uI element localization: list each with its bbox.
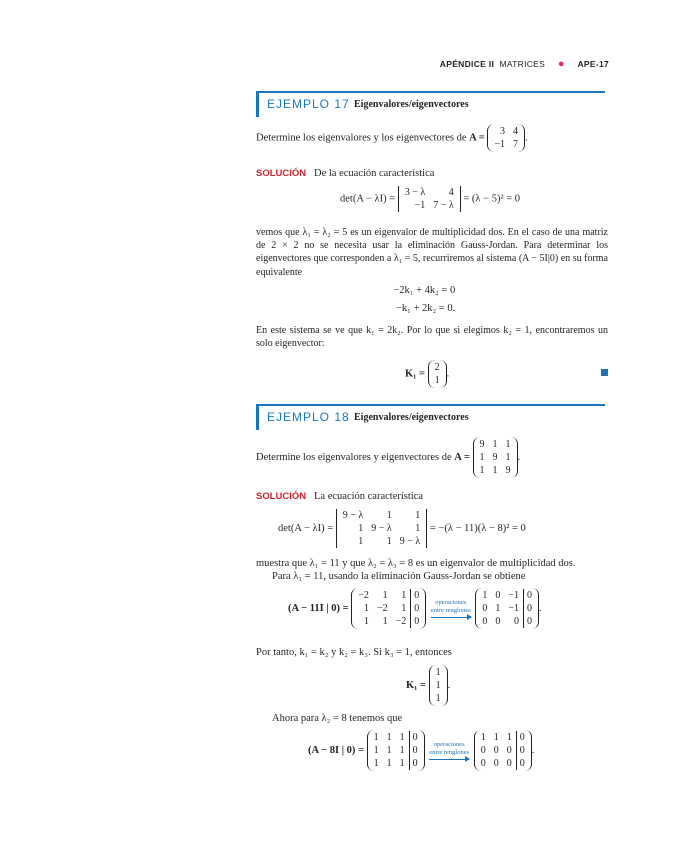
matrix-cell: 0 bbox=[493, 745, 499, 756]
matrix-cell: 1 bbox=[386, 758, 392, 769]
ex18-solution-label: SOLUCIÓN bbox=[256, 491, 307, 502]
matrix-cell: 1 bbox=[415, 523, 421, 534]
matrix-row bbox=[401, 199, 458, 212]
ex18-solution-text: La ecuación característica bbox=[314, 491, 424, 502]
matrix-cell: 0 bbox=[524, 615, 537, 628]
matrix-cell: −1 bbox=[508, 590, 519, 601]
ex17-paragraph-2: En este sistema se ve que k₁ = 2k₂. Por lo que si elegimos k₂ = 1, encontraremos un solo eigenvector: bbox=[256, 325, 608, 350]
matrix-cell: 0 bbox=[516, 744, 529, 757]
ops-label-1b: operaciones bbox=[433, 741, 465, 748]
matrix-cell: 0 bbox=[409, 731, 422, 744]
matrix-cell: 1 bbox=[482, 590, 488, 601]
header-topic: MATRICES bbox=[499, 59, 546, 69]
matrix-cell: 9 bbox=[505, 465, 511, 476]
matrix-row bbox=[476, 438, 515, 451]
matrix-row bbox=[431, 361, 444, 374]
matrix-row bbox=[478, 589, 536, 602]
ex18-aug2-matrix bbox=[367, 730, 425, 771]
ex18-statement-text: Determine los eigenvalores y eigenvectores de bbox=[256, 451, 452, 463]
matrix-cell: 1 bbox=[382, 616, 388, 627]
matrix-row bbox=[490, 125, 522, 138]
matrix-row bbox=[476, 451, 515, 464]
matrix-row bbox=[354, 615, 423, 628]
ex17-solution-text: De la ecuación característica bbox=[314, 168, 435, 179]
matrix-cell: −1 bbox=[414, 200, 426, 211]
matrix-cell: 1 bbox=[435, 693, 441, 704]
end-of-example-marker bbox=[601, 369, 608, 376]
matrix-cell: 0 bbox=[482, 603, 488, 614]
matrix-row bbox=[401, 186, 458, 199]
ex17-K-label: K₁ = bbox=[405, 368, 425, 380]
ex17-statement-text: Determine los eigenvalores y los eigenvectores de bbox=[256, 132, 467, 144]
matrix-cell: 1 bbox=[495, 603, 501, 614]
matrix-cell: 1 bbox=[399, 745, 405, 756]
ex18-statement: Determine los eigenvalores y eigenvectores de A = 9 1 1 1 9 1 1 1 9 . bbox=[256, 439, 521, 476]
matrix-cell: 0 bbox=[506, 758, 512, 769]
ex17-solution-label: SOLUCIÓN bbox=[256, 168, 307, 179]
matrix-cell: −2 bbox=[358, 590, 369, 601]
matrix-cell: 0 bbox=[493, 758, 499, 769]
matrix-row bbox=[478, 602, 536, 615]
matrix-row bbox=[432, 692, 445, 705]
matrix-cell: 1 bbox=[401, 603, 407, 614]
ex18-reduced2-matrix bbox=[474, 730, 532, 771]
matrix-cell: 9 − λ bbox=[342, 510, 364, 521]
matrix-row bbox=[370, 744, 422, 757]
matrix-cell: 4 bbox=[448, 187, 454, 198]
matrix-cell: 1 bbox=[493, 732, 499, 743]
matrix-cell: 0 bbox=[516, 731, 529, 744]
matrix-cell: 1 bbox=[363, 616, 369, 627]
matrix-cell: 1 bbox=[386, 745, 392, 756]
ex18-gauss-jordan-2: (A − 8I | 0) = 1 1 1 0 1 1 1 0 1 1 1 0 operaciones entre renglones 1 1 1 0 0 0 0 0 0 0 0 0 . bbox=[308, 732, 535, 769]
matrix-cell: 0 bbox=[480, 758, 486, 769]
example-18-tag: EJEMPLO 18 bbox=[267, 410, 350, 424]
ex18-solution-line bbox=[256, 491, 423, 502]
ex17-eq2: −k₁ + 2k₂ = 0. bbox=[396, 303, 456, 314]
example-17-tag: EJEMPLO 17 bbox=[267, 97, 350, 111]
right-arrow-icon bbox=[429, 759, 469, 760]
matrix-row bbox=[477, 731, 529, 744]
matrix-cell: 1 bbox=[401, 590, 407, 601]
matrix-row bbox=[370, 757, 422, 770]
matrix-cell: 9 − λ bbox=[371, 523, 392, 534]
matrix-cell: 1 bbox=[435, 667, 441, 678]
ops-label-2b: entre renglones bbox=[429, 749, 470, 756]
matrix-cell: 0 bbox=[411, 589, 424, 602]
example-17-header bbox=[256, 91, 605, 117]
matrix-cell: 3 bbox=[500, 126, 506, 137]
ex17-matrix-A bbox=[487, 124, 525, 152]
ex18-det-lhs: det(A − λI) = bbox=[278, 522, 334, 534]
ex18-K-label: K₁ = bbox=[406, 679, 426, 691]
matrix-cell: 0 bbox=[482, 616, 488, 627]
ex17-det-lhs: det(A − λI) = bbox=[340, 193, 396, 205]
matrix-cell: 0 bbox=[524, 589, 537, 602]
matrix-cell: 3 − λ bbox=[404, 187, 426, 198]
matrix-cell: 1 bbox=[435, 680, 441, 691]
matrix-cell: 1 bbox=[479, 465, 485, 476]
ex17-K-vector bbox=[428, 360, 447, 388]
matrix-cell: 1 bbox=[505, 439, 511, 450]
ex17-determinant bbox=[340, 186, 520, 212]
ex18-aug1-matrix bbox=[351, 588, 426, 629]
ex18-matrix-A bbox=[473, 437, 518, 478]
matrix-cell: 0 bbox=[506, 745, 512, 756]
matrix-cell: 2 bbox=[434, 362, 440, 373]
matrix-cell: −2 bbox=[395, 616, 407, 627]
ex18-det-matrix bbox=[336, 509, 428, 548]
matrix-cell: 1 bbox=[386, 536, 392, 547]
matrix-cell: 1 bbox=[506, 732, 512, 743]
matrix-cell: 0 bbox=[409, 744, 422, 757]
page-number: APE-17 bbox=[577, 59, 609, 69]
matrix-row bbox=[370, 731, 422, 744]
matrix-row bbox=[339, 509, 425, 522]
matrix-cell: 1 bbox=[373, 745, 379, 756]
ex18-determinant bbox=[278, 509, 526, 548]
matrix-row bbox=[354, 589, 423, 602]
ops-label-1: operaciones bbox=[435, 599, 467, 606]
ex18-eigenvector: K₁ = 1 1 1 . bbox=[406, 667, 451, 704]
ex17-eigenvector: K₁ = 2 1 . bbox=[405, 362, 450, 386]
matrix-cell: 0 bbox=[495, 590, 501, 601]
matrix-row bbox=[339, 535, 425, 548]
matrix-cell: 1 bbox=[480, 732, 486, 743]
ex18-K-vector bbox=[429, 665, 448, 706]
ex18-gauss-jordan-1: (A − 11I | 0) = −2 1 1 0 1 −2 1 0 1 1 −2 0 operaciones entre renglones 1 0 −1 0 0 1 −1 0 0 0 0 0 . bbox=[288, 590, 542, 627]
matrix-row bbox=[477, 757, 529, 770]
row-operations-arrow bbox=[431, 599, 471, 618]
ex18-paragraph-1: muestra que λ₁ = 11 y que λ₂ = λ₃ = 8 es un eigenvalor de multiplicidad dos. bbox=[256, 558, 576, 569]
matrix-cell: 1 bbox=[386, 732, 392, 743]
ex17-system bbox=[390, 282, 455, 318]
matrix-cell: 1 bbox=[386, 510, 392, 521]
matrix-row bbox=[432, 666, 445, 679]
matrix-cell: 0 bbox=[495, 616, 501, 627]
matrix-row bbox=[354, 602, 423, 615]
matrix-cell: 1 bbox=[434, 375, 440, 386]
matrix-cell: 1 bbox=[399, 732, 405, 743]
matrix-cell: 1 bbox=[479, 452, 485, 463]
matrix-cell: 1 bbox=[382, 590, 388, 601]
ex17-det-matrix bbox=[398, 186, 461, 212]
matrix-cell: 1 bbox=[415, 510, 421, 521]
matrix-cell: 7 − λ bbox=[433, 200, 454, 211]
ex17-eq1: −2k₁ + 4k₂ = 0 bbox=[393, 285, 456, 296]
matrix-row bbox=[339, 522, 425, 535]
matrix-cell: 1 bbox=[373, 732, 379, 743]
matrix-cell: 1 bbox=[358, 523, 364, 534]
right-arrow-icon bbox=[431, 617, 471, 618]
ex18-det-rhs: = −(λ − 11)(λ − 8)² = 0 bbox=[429, 522, 526, 534]
matrix-cell: 0 bbox=[411, 602, 424, 615]
matrix-cell: 9 bbox=[479, 439, 485, 450]
bullet-icon: ● bbox=[557, 58, 565, 70]
matrix-cell: 0 bbox=[411, 615, 424, 628]
ops-label-2: entre renglones bbox=[430, 607, 471, 614]
matrix-cell: 1 bbox=[363, 603, 369, 614]
example-18-header bbox=[256, 404, 605, 430]
matrix-row bbox=[431, 374, 444, 387]
matrix-cell: 0 bbox=[516, 757, 529, 770]
matrix-cell: 1 bbox=[399, 758, 405, 769]
matrix-cell: −1 bbox=[508, 603, 519, 614]
matrix-cell: 9 bbox=[492, 452, 498, 463]
example-17-title: Eigenvalores/eigenvectores bbox=[354, 99, 469, 110]
matrix-cell: 4 bbox=[513, 126, 519, 137]
matrix-cell: 1 bbox=[505, 452, 511, 463]
ex17-paragraph-1: vemos que λ₁ = λ₂ = 5 es un eigenvalor de multiplicidad dos. En el caso de una matriz de 2 × 2 no se necesita usar la eliminación Gauss-Jordan. Para determinar los eigenvectores que corresponden a λ₁ = 5, recurriremos al sistema (A − 5I|0) en su forma equivalente bbox=[256, 227, 608, 278]
ex18-paragraph-2: Para λ₁ = 11, usando la eliminación Gauss-Jordan se obtiene bbox=[272, 571, 526, 582]
matrix-cell: 0 bbox=[409, 757, 422, 770]
ex18-paragraph-3: Por tanto, k₁ = k₂ y k₂ = k₃. Si k₃ = 1, entonces bbox=[256, 647, 452, 658]
ex18-aug2-label: (A − 8I | 0) = bbox=[308, 744, 364, 756]
matrix-cell: 1 bbox=[358, 536, 364, 547]
matrix-cell: 9 − λ bbox=[399, 536, 421, 547]
ex17-matrix-label: A = bbox=[469, 132, 485, 144]
matrix-cell: 1 bbox=[373, 758, 379, 769]
matrix-cell: 1 bbox=[492, 439, 498, 450]
matrix-cell: −2 bbox=[376, 603, 388, 614]
matrix-cell: 0 bbox=[524, 602, 537, 615]
header-section: APÉNDICE II bbox=[439, 59, 495, 69]
row-operations-arrow-2 bbox=[429, 741, 469, 760]
matrix-row bbox=[476, 464, 515, 477]
matrix-row bbox=[490, 138, 522, 151]
ex18-aug1-label: (A − 11I | 0) = bbox=[288, 602, 349, 614]
matrix-cell: −1 bbox=[494, 139, 506, 150]
matrix-row bbox=[432, 679, 445, 692]
matrix-row bbox=[477, 744, 529, 757]
ex17-solution-line bbox=[256, 168, 434, 179]
running-header bbox=[440, 58, 609, 70]
matrix-cell: 7 bbox=[513, 139, 519, 150]
ex18-matrix-label: A = bbox=[454, 451, 470, 463]
example-18-title: Eigenvalores/eigenvectores bbox=[354, 412, 469, 423]
ex17-statement: Determine los eigenvalores y los eigenvectores de A = 3 4 −1 7 . bbox=[256, 126, 528, 150]
matrix-cell: 0 bbox=[480, 745, 486, 756]
ex18-reduced1-matrix bbox=[475, 588, 539, 629]
matrix-cell: 0 bbox=[514, 616, 519, 627]
ex18-paragraph-4: Ahora para λ₂ = 8 tenemos que bbox=[272, 713, 403, 724]
matrix-cell: 1 bbox=[492, 465, 498, 476]
matrix-row bbox=[478, 615, 536, 628]
ex17-det-rhs: = (λ − 5)² = 0 bbox=[463, 193, 521, 205]
